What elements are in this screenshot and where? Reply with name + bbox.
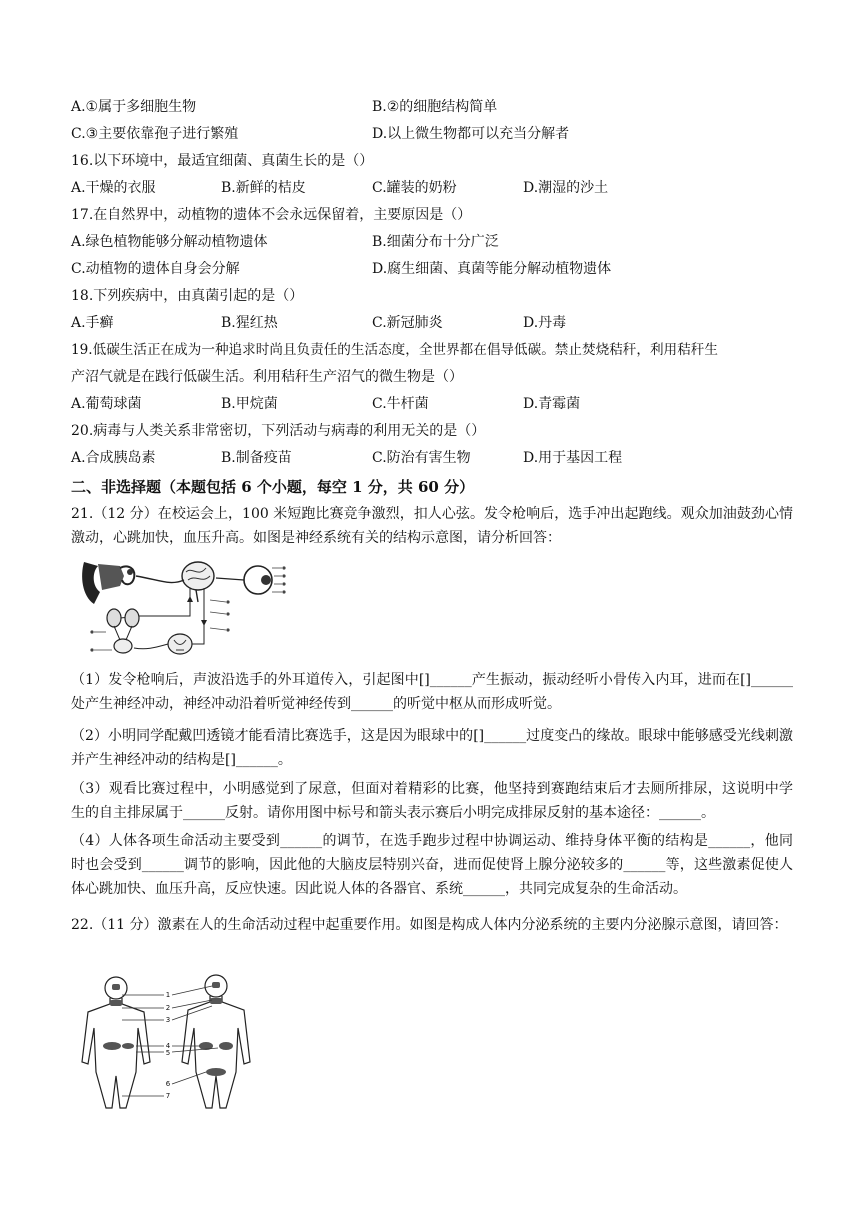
right-gland-marks [199, 982, 233, 1076]
kidney-bladder-illustration [90, 609, 139, 653]
q15-option-b: B.②的细胞结构简单 [372, 99, 498, 115]
fig2-label-4: 4 [165, 1042, 171, 1050]
fig2-label-1: 1 [165, 991, 171, 999]
q17-option-a: A.绿色植物能够分解动植物遗体 [71, 234, 268, 250]
ear-illustration [82, 562, 134, 604]
q19-stem-line1: 19.低碳生活正在成为一种追求时尚且负责任的生活态度，全世界都在倡导低碳。禁止焚烧秸秆，利用秸秆生 [71, 342, 718, 358]
endocrine-system-figure [76, 972, 254, 1112]
spinal-cord-illustration [134, 634, 192, 654]
q17-option-d: D.腐生细菌、真菌等能分解动植物遗体 [372, 261, 612, 277]
arrow-down-icon [201, 620, 207, 626]
q18-option-b: B.猩红热 [221, 315, 278, 331]
q20-option-b: B.制备疫苗 [221, 450, 292, 466]
nervous-system-figure [80, 556, 290, 664]
q18-stem: 18.下列疾病中，由真菌引起的是（） [71, 288, 304, 304]
q21-stem: 21.（12 分）在校运会上，100 米短跑比赛竞争激烈，扣人心弦。发令枪响后，选手冲出起跑线。观众加油鼓劲心情激动，心跳加快，血压升高。如图是神经系统有关的结构示意图，请分析回答： [71, 506, 793, 546]
q19-option-b: B.甲烷菌 [221, 396, 278, 412]
fig2-label-2: 2 [165, 1004, 171, 1012]
q16-option-b: B.新鲜的桔皮 [221, 180, 306, 196]
q15-option-c: C.③主要依靠孢子进行繁殖 [71, 126, 239, 142]
q18-option-a: A.手癣 [71, 315, 114, 331]
q15-option-a: A.①属于多细胞生物 [71, 99, 197, 115]
q20-option-d: D.用于基因工程 [523, 450, 623, 466]
fig2-label-6: 6 [165, 1080, 171, 1088]
q19-option-a: A.葡萄球菌 [71, 396, 142, 412]
q19-option-d: D.青霉菌 [523, 396, 581, 412]
q21-part-1: （1）发令枪响后，声波沿选手的外耳道传入，引起图中[]______产生振动，振动经听小骨传入内耳，进而在[]______处产生神经冲动，神经冲动沿着听觉神经传到______的听觉中枢从而形成听觉。 [71, 672, 793, 712]
q17-option-b: B.细菌分布十分广泛 [372, 234, 499, 250]
q18-option-d: D.丹毒 [523, 315, 567, 331]
arrow-up-icon [187, 596, 193, 602]
auditory-nerve-path [136, 576, 184, 583]
q17-option-c: C.动植物的遗体自身会分解 [71, 261, 240, 277]
q17-stem: 17.在自然界中，动植物的遗体不会永远保留着，主要原因是（） [71, 207, 472, 223]
brain-illustration [182, 562, 214, 602]
q20-option-a: A.合成胰岛素 [71, 450, 156, 466]
fig2-label-7: 7 [165, 1092, 171, 1100]
left-gland-marks [103, 984, 134, 1050]
q22-stem: 22.（11 分）激素在人的生命活动过程中起重要作用。如图是构成人体内分泌系统的主要内分泌腺示意图，请回答： [71, 917, 788, 933]
q21-part-4: （4）人体各项生命活动主要受到______的调节，在选手跑步过程中协调运动、维持身体平衡的结构是______，他同时也会受到______调节的影响，因此他的大脑皮层特别兴奋，进而促使肾上腺分泌较多的______等，这些激素促使人体心跳加快、血压升高，反应快速。因此说人体的各器官、系统______，共同完成复杂的生命活动。 [71, 833, 793, 897]
q16-option-a: A.干燥的衣服 [71, 180, 156, 196]
q15-option-d: D.以上微生物都可以充当分解者 [372, 126, 570, 142]
q21-part-2: （2）小明同学配戴凹透镜才能看清比赛选手，这是因为眼球中的[]______过度变凸的缘故。眼球中能够感受光线刺激并产生神经冲动的结构是[]______。 [71, 728, 793, 768]
eye-illustration [216, 566, 272, 594]
section-2-heading: 二、非选择题（本题包括 6 个小题，每空 1 分，共 60 分） [71, 478, 475, 496]
fig2-label-5: 5 [165, 1049, 171, 1057]
q20-option-c: C.防治有害生物 [372, 450, 471, 466]
q16-stem: 16.以下环境中，最适宜细菌、真菌生长的是（） [71, 153, 374, 169]
q21-part-3: （3）观看比赛过程中，小明感觉到了尿意，但面对着精彩的比赛，他坚持到赛跑结束后才去厕所排尿，这说明中学生的自主排尿属于______反射。请你用图中标号和箭头表示赛后小明完成排尿反射的基本途径：______。 [71, 781, 793, 821]
q16-option-d: D.潮湿的沙土 [523, 180, 609, 196]
q19-option-c: C.牛杆菌 [372, 396, 429, 412]
q16-option-c: C.罐装的奶粉 [372, 180, 457, 196]
q19-stem-line2: 产沼气就是在践行低碳生活。利用秸秆生产沼气的微生物是（） [71, 369, 463, 385]
q20-stem: 20.病毒与人类关系非常密切，下列活动与病毒的利用无关的是（） [71, 423, 486, 439]
right-body-outline [182, 975, 250, 1108]
fig2-label-3: 3 [165, 1016, 171, 1024]
q18-option-c: C.新冠肺炎 [372, 315, 443, 331]
